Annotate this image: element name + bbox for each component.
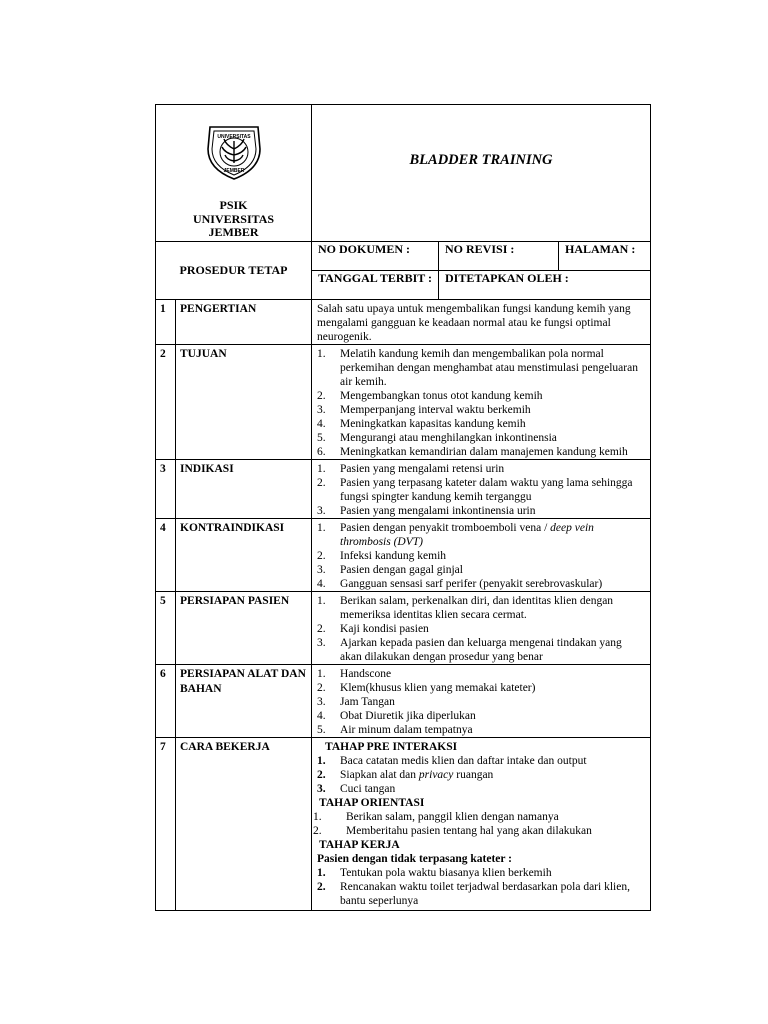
list-item: 5. Mengurangi atau menghilangkan inkontinensia (317, 432, 557, 444)
list-item: 1. Handscone (317, 668, 392, 680)
section-content (312, 592, 651, 665)
pengertian-text: Salah satu upaya untuk mengembalikan fungsi kandung kemih yang mengalami gangguan ke keadaan normal atau ke fungsi optimal neurogenik. (317, 303, 631, 343)
section-content (312, 665, 651, 738)
list-item: 3. Jam Tangan (317, 696, 395, 708)
section-row-indikasi (156, 460, 651, 519)
org-name (156, 199, 311, 240)
persiapan-alat-list (317, 667, 646, 737)
section-label: TUJUAN (176, 345, 312, 460)
section-row-tujuan (156, 345, 651, 460)
kontraindikasi-list (317, 521, 646, 591)
procedure-document (155, 104, 650, 911)
kerja-list (317, 866, 646, 908)
title-cell (312, 105, 651, 242)
section-content (312, 738, 651, 911)
halaman-label: HALAMAN : (565, 242, 636, 256)
list-item: 2. Siapkan alat dan privacy ruangan (317, 769, 494, 781)
pre-interaksi-list (317, 754, 646, 796)
ditetapkan-oleh-cell (439, 271, 651, 300)
section-number: 7 (156, 738, 176, 911)
section-row-persiapan-alat (156, 665, 651, 738)
indikasi-list (317, 462, 646, 518)
list-item: 1. Pasien yang mengalami retensi urin (317, 463, 505, 475)
org-line-2: UNIVERSITAS (192, 211, 275, 226)
list-item: 2. Rencanakan waktu toilet terjadwal berdasarkan pola dari klien, bantu seperlunya (317, 881, 630, 907)
procedure-table (155, 104, 651, 911)
persiapan-pasien-list (317, 594, 646, 664)
no-revisi-cell (439, 242, 559, 271)
orientasi-list (313, 810, 646, 838)
org-line-3: JEMBER (208, 225, 259, 239)
section-content (312, 519, 651, 592)
section-number: 3 (156, 460, 176, 519)
org-line-1: PSIK (219, 198, 248, 212)
list-item: 2. Pasien yang terpasang kateter dalam waktu yang lama sehingga fungsi spingter kandung kemih terganggu (317, 477, 633, 503)
list-item: 3. Cuci tangan (317, 783, 396, 795)
section-number: 1 (156, 300, 176, 345)
list-item: 1. Tentukan pola waktu biasanya klien berkemih (317, 867, 552, 879)
section-label: PENGERTIAN (176, 300, 312, 345)
section-label: INDIKASI (176, 460, 312, 519)
prosedur-tetap-cell (156, 242, 312, 300)
list-item: 2. Mengembangkan tonus otot kandung kemih (317, 390, 543, 402)
logo-cell (156, 105, 312, 242)
list-item: 3. Pasien yang mengalami inkontinensia urin (317, 505, 536, 517)
list-item: 1. Berikan salam, panggil klien dengan namanya (313, 811, 559, 823)
stage-title-kerja: TAHAP KERJA (319, 839, 400, 851)
document-title: BLADDER TRAINING (409, 152, 553, 168)
section-number: 2 (156, 345, 176, 460)
section-number: 6 (156, 665, 176, 738)
halaman-cell (559, 242, 651, 271)
section-label: CARA BEKERJA (176, 738, 312, 911)
section-content (312, 345, 651, 460)
list-item: 4. Meningkatkan kapasitas kandung kemih (317, 418, 526, 430)
section-row-cara-bekerja (156, 738, 651, 911)
list-item: 5. Air minum dalam tempatnya (317, 724, 473, 736)
tujuan-list (317, 347, 646, 459)
section-number: 5 (156, 592, 176, 665)
section-content (312, 300, 651, 345)
svg-text:JEMBER: JEMBER (223, 168, 244, 174)
list-item: 2. Infeksi kandung kemih (317, 550, 447, 562)
list-item: 1. Baca catatan medis klien dan daftar intake dan output (317, 755, 587, 767)
kerja-subtitle: Pasien dengan tidak terpasang kateter : (317, 853, 512, 865)
list-item: 2. Memberitahu pasien tentang hal yang akan dilakukan (313, 825, 592, 837)
ditetapkan-oleh-label: DITETAPKAN OLEH : (445, 271, 569, 285)
list-item: 1. Melatih kandung kemih dan mengembalikan pola normal perkemihan dengan menghambat atau menstimulasi pengeluaran air kemih. (317, 348, 638, 388)
no-dokumen-cell (312, 242, 439, 271)
section-number: 4 (156, 519, 176, 592)
prosedur-tetap-label: PROSEDUR TETAP (179, 263, 288, 277)
list-item: 1. Berikan salam, perkenalkan diri, dan identitas klien dengan memeriksa identitas klien secara cermat. (317, 595, 614, 621)
list-item: 4. Obat Diuretik jika diperlukan (317, 710, 476, 722)
university-logo (202, 119, 266, 183)
section-row-persiapan-pasien (156, 592, 651, 665)
section-label: PERSIAPAN ALAT DAN BAHAN (176, 665, 312, 738)
no-revisi-label: NO REVISI : (445, 242, 515, 256)
list-item: 3. Ajarkan kepada pasien dan keluarga mengenai tindakan yang akan dilakukan dengan prosedur yang benar (317, 637, 622, 663)
section-label: KONTRAINDIKASI (176, 519, 312, 592)
tanggal-terbit-label: TANGGAL TERBIT : (318, 271, 433, 285)
list-item: 1. Pasien dengan penyakit tromboemboli vena / deep vein thrombosis (DVT) (317, 522, 594, 548)
section-content (312, 460, 651, 519)
svg-text:UNIVERSITAS: UNIVERSITAS (216, 134, 251, 140)
stage-title-orientasi: TAHAP ORIENTASI (319, 797, 425, 809)
list-item: 6. Meningkatkan kemandirian dalam manajemen kandung kemih (317, 446, 628, 458)
list-item: 3. Pasien dengan gagal ginjal (317, 564, 463, 576)
list-item: 2. Kaji kondisi pasien (317, 623, 429, 635)
section-label: PERSIAPAN PASIEN (176, 592, 312, 665)
tanggal-terbit-cell (312, 271, 439, 300)
stage-title-pre-interaksi: TAHAP PRE INTERAKSI (325, 741, 458, 753)
section-row-pengertian (156, 300, 651, 345)
no-dokumen-label: NO DOKUMEN : (318, 242, 411, 256)
section-row-kontraindikasi (156, 519, 651, 592)
list-item: 4. Gangguan sensasi sarf perifer (penyakit serebrovaskular) (317, 578, 603, 590)
list-item: 3. Memperpanjang interval waktu berkemih (317, 404, 531, 416)
list-item: 2. Klem(khusus klien yang memakai kateter) (317, 682, 536, 694)
